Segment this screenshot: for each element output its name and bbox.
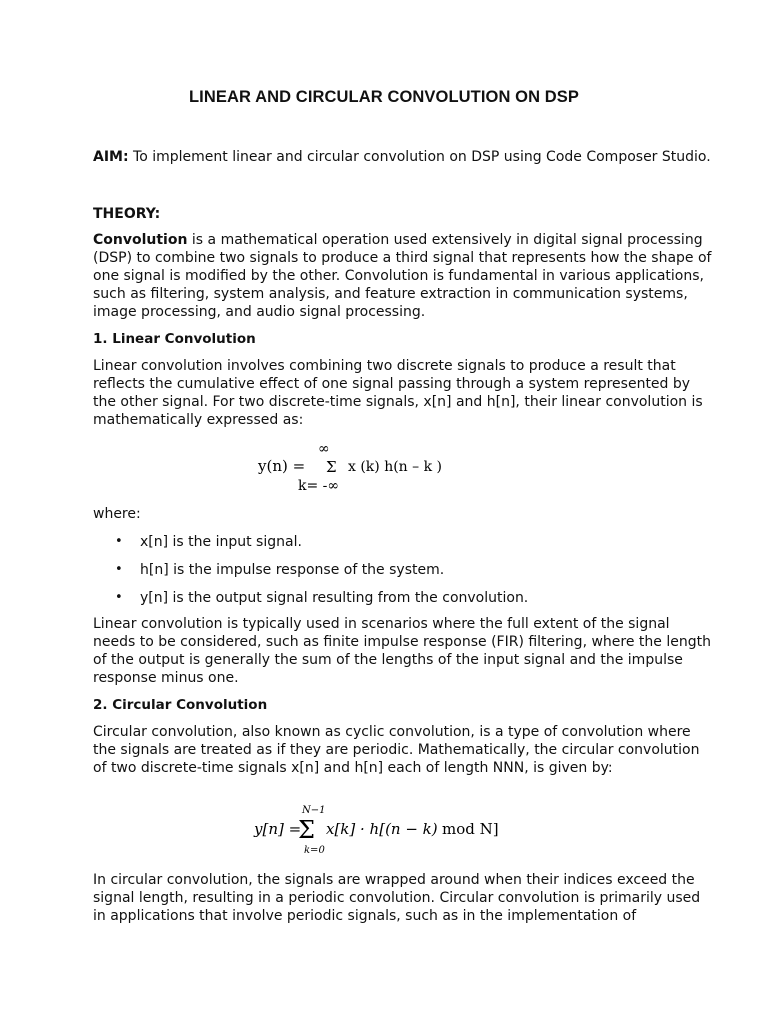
formula-sigma: Σ xyxy=(298,816,315,844)
definition-list xyxy=(115,533,528,617)
where-label: where: xyxy=(93,506,141,522)
formula-rhs: x (k) h(n – k ) xyxy=(348,459,442,475)
formula-upper-limit: ∞ xyxy=(318,441,330,457)
formula-sigma: Σ xyxy=(326,458,337,476)
intro-paragraph: Convolution is a mathematical operation used extensively in digital signal processing (DSP) to combine two signals to produce a third signal that represents how the shape of one signal is modified by the other. Convolution is fundamental in various applications, such as filtering, system analysis, and feature extraction in communication systems, image processing, and audio signal processing. xyxy=(93,232,712,320)
formula-lhs: y(n) = xyxy=(258,457,306,475)
aim-label: AIM: xyxy=(93,149,129,165)
section2-heading: 2. Circular Convolution xyxy=(93,697,268,713)
convolution-term: Convolution xyxy=(93,232,188,248)
formula-lower-limit: k= -∞ xyxy=(298,478,340,494)
formula-rhs: x[k] · h[(n − k) xyxy=(326,820,438,838)
list-item: • y[n] is the output signal resulting from the convolution. xyxy=(115,589,528,617)
formula-mod: mod N] xyxy=(442,820,499,838)
linear-usage-paragraph: Linear convolution is typically used in scenarios where the full extent of the signal needs to be considered, such as finite impulse response (FIR) filtering, where the length of the output is generally the sum of the lengths of the input signal and the impulse response minus one. xyxy=(93,616,711,686)
theory-label: THEORY: xyxy=(93,206,161,222)
aim-paragraph xyxy=(93,148,711,166)
linear-convolution-formula xyxy=(240,436,480,498)
section1-paragraph: Linear convolution involves combining two discrete signals to produce a result that reflects the cumulative effect of one signal passing through a system represented by the other signal. For two discrete-time signals, x[n] and h[n], their linear convolution is mathematically expressed as: xyxy=(93,358,703,428)
list-item: • x[n] is the input signal. xyxy=(115,533,528,561)
section2-paragraph: Circular convolution, also known as cyclic convolution, is a type of convolution where the signals are treated as if they are periodic. Mathematically, the circular convolution of two discrete-time signals x[n] and h[n] each of length NNN, is given by: xyxy=(93,724,700,776)
circular-usage-paragraph: In circular convolution, the signals are wrapped around when their indices exceed the signal length, resulting in a periodic convolution. Circular convolution is primarily used in applications that involve periodic signals, such as in the implementation of xyxy=(93,872,701,924)
section1-heading: 1. Linear Convolution xyxy=(93,331,256,347)
circular-convolution-formula xyxy=(250,800,510,860)
formula-upper-limit: N−1 xyxy=(302,805,326,816)
formula-lhs: y[n] = xyxy=(254,820,302,838)
list-item: • h[n] is the impulse response of the system. xyxy=(115,561,528,589)
formula-lower-limit: k=0 xyxy=(304,845,325,856)
aim-text: To implement linear and circular convolution on DSP using Code Composer Studio. xyxy=(128,149,711,165)
page-title: LINEAR AND CIRCULAR CONVOLUTION ON DSP xyxy=(188,88,580,106)
